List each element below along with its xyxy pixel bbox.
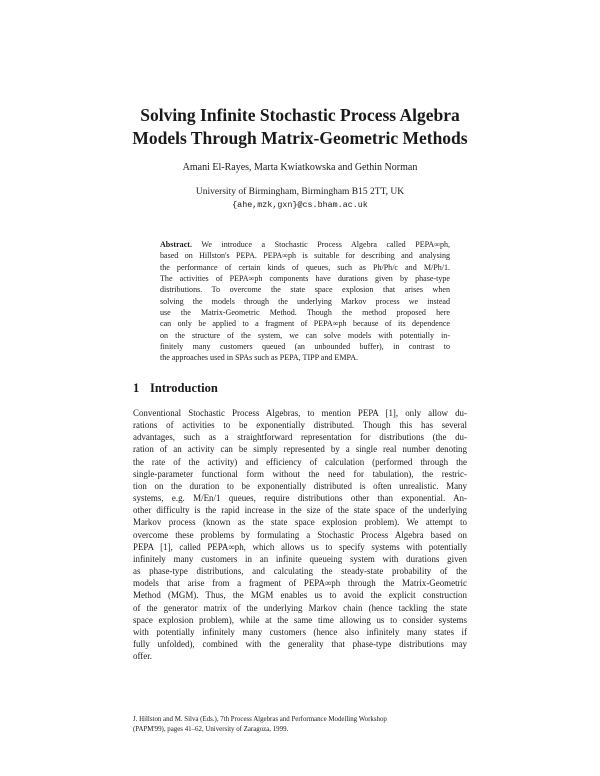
body-line: with potentially infinitely many customers (hence also infinitely many states if [133,626,467,637]
abstract-line: distributions. To overcome the state space explosion that arises when [160,285,450,295]
body-line: advantages, such as a straightforward representation for distributions (the du- [133,432,467,443]
abstract-line: The activities of PEPA∞ph components have durations given by phase-type [160,274,450,284]
body-line: infinitely many customers in an infinite queueing system with durations given [133,553,467,564]
title-line-1: Solving Infinite Stochastic Process Algebra [140,105,460,125]
section-heading [133,381,218,396]
affiliation [60,186,540,212]
body-line: as phase-type distributions, and calculating the steady-state probability of the [133,566,467,577]
body-line: fully unfolded), combined with the generality that phase-type distributions may [133,638,467,649]
body-line: the rate of the activity) and efficiency of calculation (performed through the [133,456,467,467]
body-line: space explosion problem), while at the same time allowing us to consider systems [133,614,467,625]
paper-title [60,104,540,150]
body-line: other difficulty is the rapid increase in the size of the state space of the underlying [133,505,467,516]
abstract-line: use the Matrix-Geometric Method. Though the method proposed here [160,308,450,318]
body-line: rations of activities to be exponentially distributed. Though this has several [133,420,467,431]
abstract-label: Abstract. [160,240,192,249]
body-line: Method (MGM). Thus, the MGM enables us to avoid the explicit construction [133,590,467,601]
abstract-line: based on Hillston's PEPA. PEPA∞ph is suitable for describing and analysing [160,251,450,261]
abstract-line: can only be applied to a fragment of PEPA∞ph because of its dependence [160,319,450,329]
abstract-line-text: We introduce a Stochastic Process Algebra called PEPA∞ph, [201,240,450,249]
footnote-line: (PAPM'99), pages 41–62, University of Zaragoza, 1999. [133,725,289,733]
abstract-line: on the structure of the system, we can solve models with potentially in- [160,330,450,340]
body-line: tion on the duration to be exponentially distributed is often unrealistic. Many [133,480,467,491]
abstract-line: the approaches used in SPAs such as PEPA, TIPP and EMPA. [160,353,359,363]
body-line: ration of an activity can be simply represented by a single real number denoting [133,444,467,455]
section-title: Introduction [150,381,218,395]
email-addresses: {ahe,mzk,gxn}@cs.bham.ac.uk [232,200,368,210]
footnote [133,715,467,734]
body-text [133,407,467,662]
body-line: PEPA [1], called PEPA∞ph, which allows us to specify systems with potentially [133,541,467,552]
body-line: overcome these problems by formulating a Stochastic Process Algebra based on [133,529,467,540]
abstract-line: the performance of certain kinds of queues, such as Ph/Ph/c and M/Ph/1. [160,262,450,272]
body-line: Conventional Stochastic Process Algebras, to mention PEPA [1], only allow du- [133,408,467,418]
abstract-line: solving the models through the underlying Markov process we instead [160,296,450,306]
footnote-line: J. Hillston and M. Silva (Eds.), 7th Process Algebras and Performance Modelling Workshop [133,716,387,723]
institution: University of Birmingham, Birmingham B15 2TT, UK [195,187,405,197]
abstract-line: finitely many customers queued (an unbounded buffer), in contrast to [160,342,450,352]
body-line: systems, e.g. M/En/1 queues, require distributions other than exponential. An- [133,493,467,504]
author-list: Amani El-Rayes, Marta Kwiatkowska and Gethin Norman [182,162,418,173]
abstract [160,239,450,364]
body-line: models that arise from a fragment of PEPA∞ph through the Matrix-Geometric [133,578,467,589]
body-line: Markov process (known as the state space explosion problem). We attempt to [133,517,467,528]
body-line: offer. [133,651,152,662]
section-number: 1 [133,381,140,395]
body-line: single-parameter functional form without the need for tabulation), the restric- [133,468,467,479]
body-line: of the generator matrix of the underlying Markov chain (hence tackling the state [133,602,467,613]
title-line-2: Models Through Matrix-Geometric Methods [132,128,468,148]
abstract-line [160,239,450,250]
